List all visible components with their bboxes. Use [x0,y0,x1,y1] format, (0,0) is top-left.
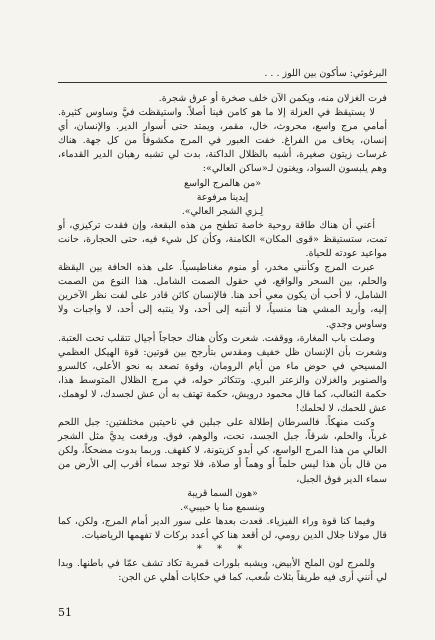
paragraph: عبرت المرج وكأنني مخدر، أو منوم مغناطيسياً. على هذه الحافة بين اليقظة والحلم، بين السحر والواقع، في حقول الصمت الشامل. هذا النوع من الصمت الشامل، لا أحب أن يكون معي أحد هنا. فالإنسان كائن قادر على لفت نظر الآخرين إليه، وأريد المشي هنا منسياً، لا أنتبه إلى أحد، ولا ينتبه إلى أحد، لا واجبات ولا وساوس وجدي. [58,262,387,330]
paragraph: وللمرج لون الملح الأبيض، ويشبه بلورات قمرية تكاد تشف عمّا في باطنها. وبدا لي أنني أرى فيه طريقاً بثلاث شُعب، كما في حكايات أهلي عن الجن: [58,558,387,584]
section-separator: * * * [196,544,249,555]
verse-line: «من هالمرج الواسع [184,177,261,189]
header-rule [58,82,387,83]
paragraph: أعني أن هناك طاقة روحية خاصة تطفح من هذه البقعة، وإن فقدت تركيزي، أو تمت، ستستيقظ «قوى المكان» الكامنة، وكأن كل شيء فيه، حتى الحجارة، حانت مواعيد عودته للحياة. [58,219,387,260]
verse-line: إيدينا مرفوعة [196,191,249,203]
page-body [58,92,387,585]
page-number: 51 [58,606,72,619]
running-header: البرغوثي: سأكون بين اللوز . . . [264,68,387,79]
paragraph: فرت الغزلان منه، ويكمن الآن خلف صخرة أو عرق شجرة. [158,93,387,104]
paragraph: لا يستيقظ في العزلة إلا ما هو كامن فينا أصلاً. واستيقظت فيَّ وساوس كثيرة. أمامي مرج واسع، محروث، خال، مقمر، ويمتد حتى أسوار الدير. والإنسان، أي إنسان، يخاف من الفراغ. خفت العبور في المرج مكشوفاً من كل جهة. هناك غرسات زيتون صغيرة، أشبه بالظلال الداكنة، بدت لي تشبه رهبان الدير القدماء، وهم يلبسون السواد، ويغنون لـ«ساكن العالي»: [58,107,387,175]
verse-line: وبنسمع منا يا حبيبي». [180,501,265,513]
paragraph: وكنت منهكاً. فالسرطان إطلالة على جبلين في ناحيتين مختلفتين: جبل اللحم غرباً، والحلم، شرقاً، جبل الجسد، تحت، والوهم، فوق. ورفعت يديَّ مثل الشجر العالي من هذا المرج الواسع، كي أبدو كزيتونة، لا كقهف. وربما بدوت مضحكاً، ولكن من قال بأن هذا ليس حلماً أو وهماً أو صلاة، فلا توجد سماء أقرب إلى الأرض من سماء الدير فوق الجبل، [58,417,387,485]
verse-line: «هون السما قريبة [187,487,258,499]
verse-line: لِـزي الشجر العالي». [181,205,264,217]
paragraph: وفيما كنا قوة وراء الفيزياء. قعدت بعدها على سور الدير أمام المرج، ولكن، كما قال مولانا جلال الدين رومي، لن أقعد هنا كي أعدد بركات لا تفهمها الرياضيات. [58,515,387,541]
paragraph: وصلت باب المغارة، ووقفت. شعرت وكأن هناك حجاجاً أجيال تتقلب تحت العتبة. وشعرت بأن الإنسان ظل خفيف ومقدس بتأرجح بين قوتين: قوة الهيكل العظمي المسيحي في حوض ماء من أيام الرومان، وقوة تصعد به نحو الأعلى، كالسرو والصنوبر والغزلان والزعتر البري. وتتكاثر حوله، في مرج الظلال المتوسط هذا، حكمة الثعالب، كما قال محمود درويش، حكمة تهتف به أن عش لجسدك، لا لوهمك، عش للحمك، لا لحلمك! [58,332,387,415]
